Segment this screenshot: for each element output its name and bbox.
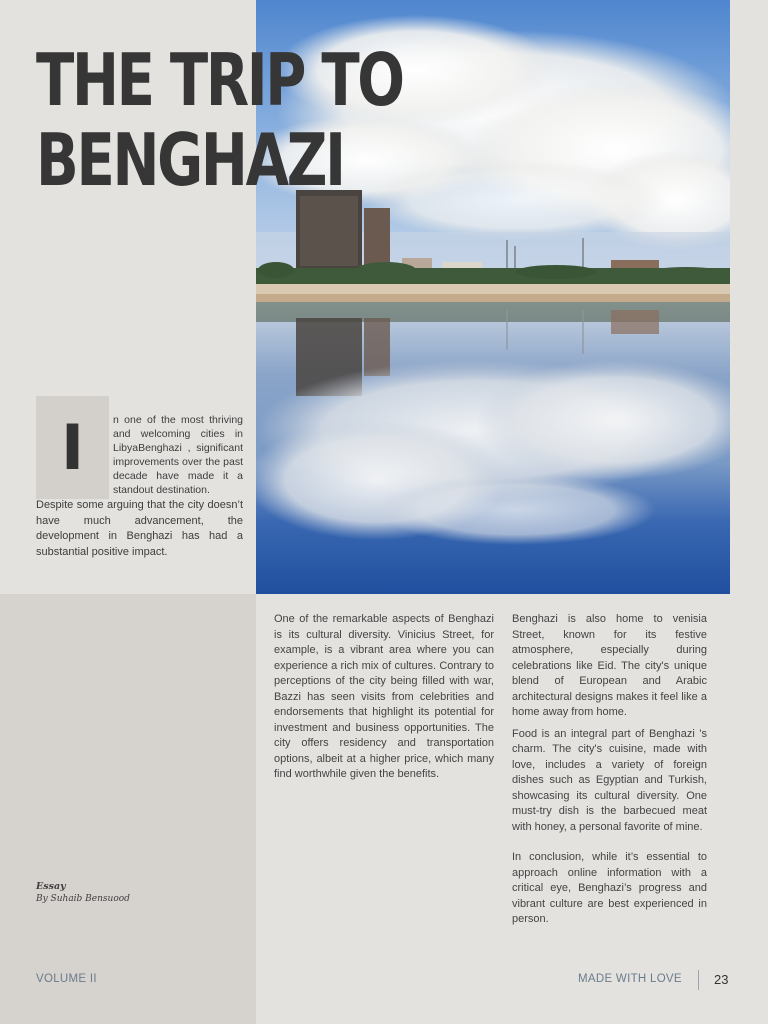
title-line-1: THE TRIP TO [36,38,403,122]
page-number: 23 [714,972,729,987]
column2-paragraph-3: In conclusion, while it’s essential to approach online information with a critical eye, Benghazi’s progress and vibrant culture are best experienced in person. [512,851,707,925]
right-margin-strip [730,0,768,594]
footer-divider [698,970,699,990]
intro-paragraph-start: n one of the most thriving and welcoming cities in LibyaBenghazi , significant improvements over the past decade have made it a standout destination. [113,414,243,496]
column2-paragraph-2: Food is an integral part of Benghazi 's charm. The city's cuisine, made with love, includes a variety of foreign dishes such as Egyptian and Turkish, showcasing its cultural diversity. One must-try dish is the barbecued meat with honey, a personal favorite of mine. [512,727,707,833]
essay-byline: By Suhaib Bensuood [36,894,130,904]
article-column-1 [274,612,494,783]
footer-volume: VOLUME II [36,973,97,985]
column1-paragraph-1: One of the remarkable aspects of Benghazi is its cultural diversity. Vinicius Street, for example, is a vibrant area where you can experience a rich mix of cultures. Contrary to perceptions of the city being filled with war, Bazzi has seen visits from celebrities and endorsements that highlight its potential for investment and business opportunities. The city offers residency and transportation options, albeit at a higher price, which many find worthwhile given the benefits. [274,613,494,780]
essay-credit [36,880,236,906]
intro-paragraph-continued: Despite some arguing that the city doesn’t have much advancement, the development in Benghazi has had a substantial positive impact. [36,499,243,558]
left-panel-bottom [0,594,256,1024]
article-column-2 [512,612,707,934]
essay-label: Essay [36,881,66,892]
column2-paragraph-1: Benghazi is also home to venisia Street, known for its festive atmosphere, especially during celebrations like Eid. The city's unique blend of European and Arabic architectural designs makes it feel like a home away from home. [512,613,707,718]
title-line-2: BENGHAZI [36,118,344,202]
drop-cap: I [36,396,109,499]
page-title [36,38,403,202]
footer-tagline: MADE WITH LOVE [578,973,682,985]
